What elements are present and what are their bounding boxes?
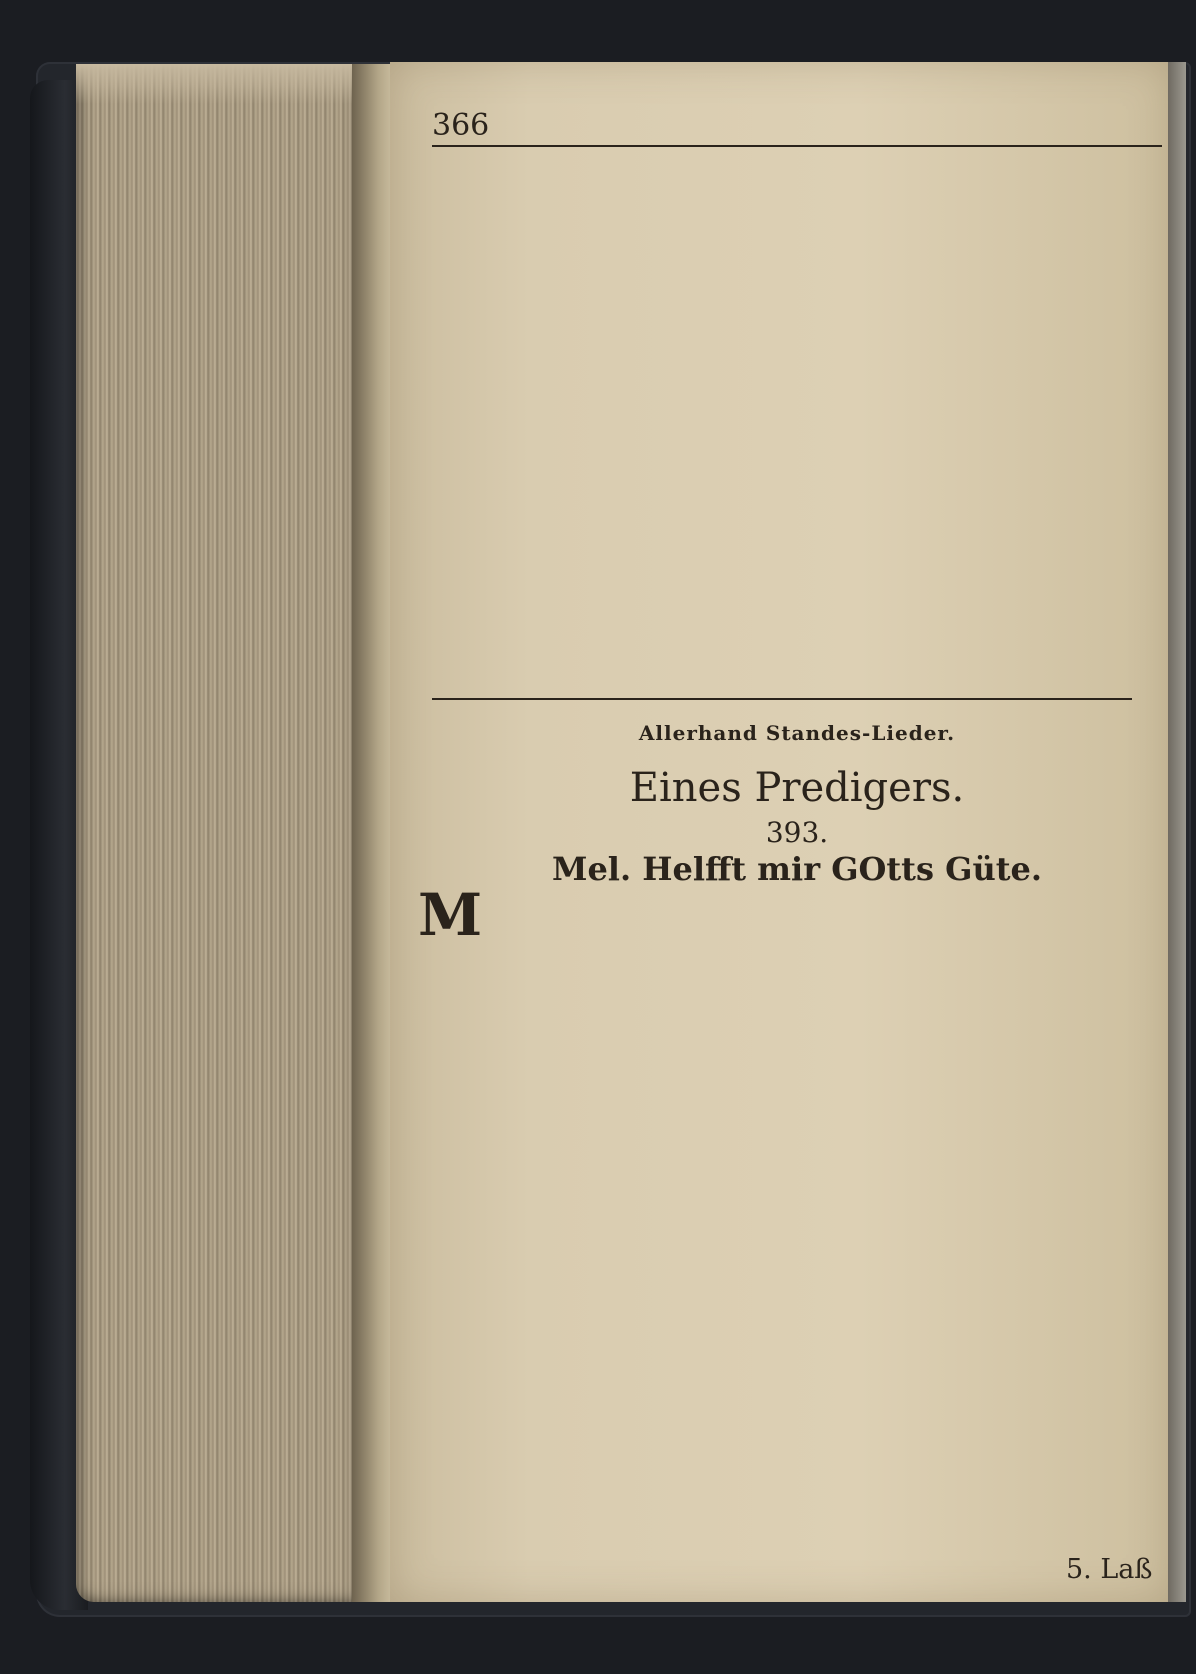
text-line xyxy=(432,220,1162,257)
text-line xyxy=(432,1437,1162,1474)
hymn-verse-3 xyxy=(432,1254,1162,1437)
hymn-subtitle: Eines Predigers. xyxy=(629,764,965,811)
text-line xyxy=(432,1217,1162,1254)
text-line xyxy=(432,888,1162,925)
verse-4 xyxy=(432,293,1162,513)
drop-cap: M xyxy=(418,880,483,949)
text-line xyxy=(432,403,1162,440)
text-line xyxy=(432,476,1162,513)
text-line xyxy=(432,1364,1162,1401)
text-line xyxy=(432,1510,1162,1547)
text-line xyxy=(432,184,1162,221)
text-line xyxy=(432,1107,1162,1144)
text-line xyxy=(432,1583,1162,1620)
section-title: Allerhand Standes-Lieder. xyxy=(638,720,956,745)
facing-page-edge xyxy=(1168,62,1186,1602)
text-line xyxy=(432,586,1162,623)
text-line xyxy=(432,961,1162,998)
section-divider xyxy=(432,698,1132,700)
page-content xyxy=(418,108,1162,1620)
hymn-verse-4 xyxy=(432,1437,1162,1620)
text-line xyxy=(432,1144,1162,1181)
text-line xyxy=(432,623,1162,660)
text-line xyxy=(432,1400,1162,1437)
text-line xyxy=(432,1034,1162,1071)
melody-line: Mel. Helfft mir GOtts Güte. xyxy=(552,849,1042,888)
text-line xyxy=(432,293,1162,330)
page-edges xyxy=(76,64,368,1602)
page-header xyxy=(432,108,1162,147)
text-line xyxy=(432,1181,1162,1218)
text-line xyxy=(432,330,1162,367)
text-line xyxy=(432,367,1162,404)
hymn-number: 393. xyxy=(765,815,829,849)
text-line xyxy=(432,1254,1162,1291)
text-line xyxy=(432,998,1162,1035)
text-line xyxy=(432,1327,1162,1364)
text-line xyxy=(432,147,1162,184)
continuation-text xyxy=(432,147,1162,293)
text-line xyxy=(432,440,1162,477)
text-line xyxy=(432,1547,1162,1584)
dropcap-line xyxy=(418,880,1162,961)
text-line xyxy=(432,1473,1162,1510)
text-line xyxy=(432,659,1162,696)
catchword: 5. Laß xyxy=(1066,1554,1153,1585)
text-line xyxy=(432,925,1162,962)
text-line xyxy=(432,1290,1162,1327)
text-line xyxy=(432,257,1162,294)
text-line xyxy=(432,513,1162,550)
hymn-verse-2 xyxy=(432,1071,1162,1254)
hymn-verse-1 xyxy=(418,880,1162,1071)
text-line xyxy=(432,1071,1162,1108)
verse-5 xyxy=(432,513,1162,696)
text-line xyxy=(432,550,1162,587)
page-number: 366 xyxy=(432,108,490,143)
